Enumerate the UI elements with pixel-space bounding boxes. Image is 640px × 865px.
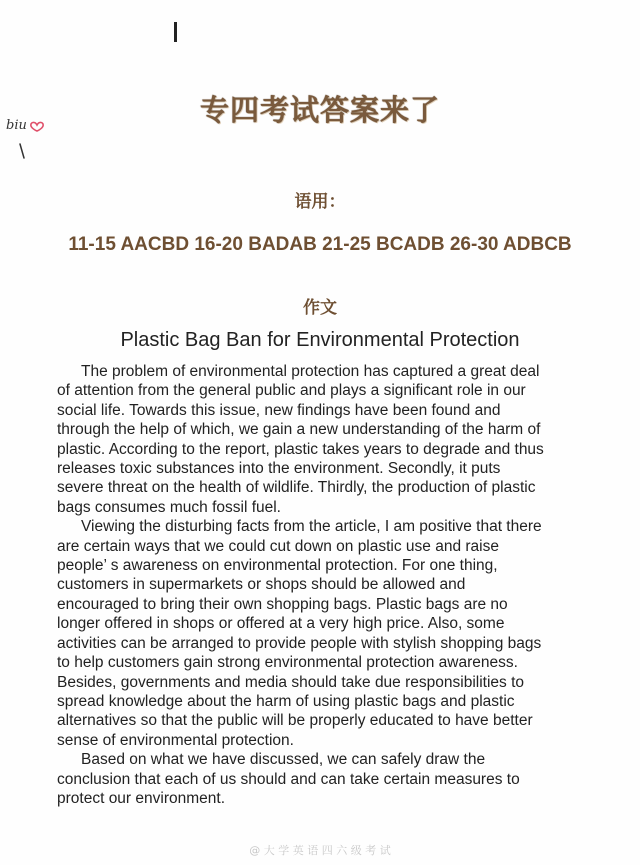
essay-line: alternatives so that the public will be properly educated to have better (57, 712, 533, 730)
page-title: 专四考试答案来了 (199, 93, 440, 127)
essay-line: Based on what we have discussed, we can safely draw the (81, 751, 486, 769)
essay-line: social life. Towards this issue, new findings have been found and (57, 401, 501, 419)
essay-line: are certain ways that we could cut down on plastic use and raise (57, 537, 499, 555)
essay-line: people’ s awareness on environmental protection. For one thing, (57, 557, 498, 575)
essay-line: customers in supermarkets or shops should be allowed and (57, 576, 466, 594)
essay-title: Plastic Bag Ban for Environmental Protection (120, 329, 520, 351)
essay-line: encouraged to bring their own shopping bags. Plastic bags are no (57, 595, 508, 613)
essay-line: Besides, governments and media should take due responsibilities to (57, 673, 524, 691)
doodle-text: biu (6, 118, 27, 133)
essay-line: longer offered in shops or offered at a very high price. Also, some (57, 615, 505, 633)
watermark: @ 大 学 英 语 四 六 级 考 试 (249, 844, 391, 857)
answers-label: 语用： (294, 192, 346, 212)
essay-line: plastic. According to the report, plastic takes years to degrade and thus (57, 440, 544, 458)
essay-line: severe threat on the health of wildlife. Thirdly, the production of plastic (57, 479, 536, 497)
essay-label: 作文 (303, 298, 337, 318)
essay-line: activities can be arranged to provide people with stylish shopping bags (57, 634, 542, 652)
essay-line: releases toxic substances into the environment. Secondly, it puts (57, 460, 501, 478)
essay-line: Viewing the disturbing facts from the article, I am positive that there (81, 518, 542, 536)
essay-line: sense of environmental protection. (57, 731, 294, 749)
essay-line: The problem of environmental protection has captured a great deal (81, 363, 540, 380)
essay-line: bags consumes much fossil fuel. (57, 498, 281, 516)
essay-line: conclusion that each of us should and can take certain measures to (57, 770, 520, 788)
essay-line: through the help of which, we gain a new understanding of the harm of (57, 421, 541, 439)
essay-line: spread knowledge about the harm of using plastic bags and plastic (57, 692, 515, 710)
essay-line: protect our environment. (57, 789, 226, 807)
text-cursor-icon (174, 22, 177, 42)
essay-body (57, 362, 605, 808)
essay-line: to help customers gain strong environmental protection awareness. (57, 654, 518, 672)
answer-key: 11-15 AACBD 16-20 BADAB 21-25 BCADB 26-30 ADBCB (68, 234, 572, 255)
essay-line: of attention from the general public and plays a significant role in our (57, 382, 526, 400)
